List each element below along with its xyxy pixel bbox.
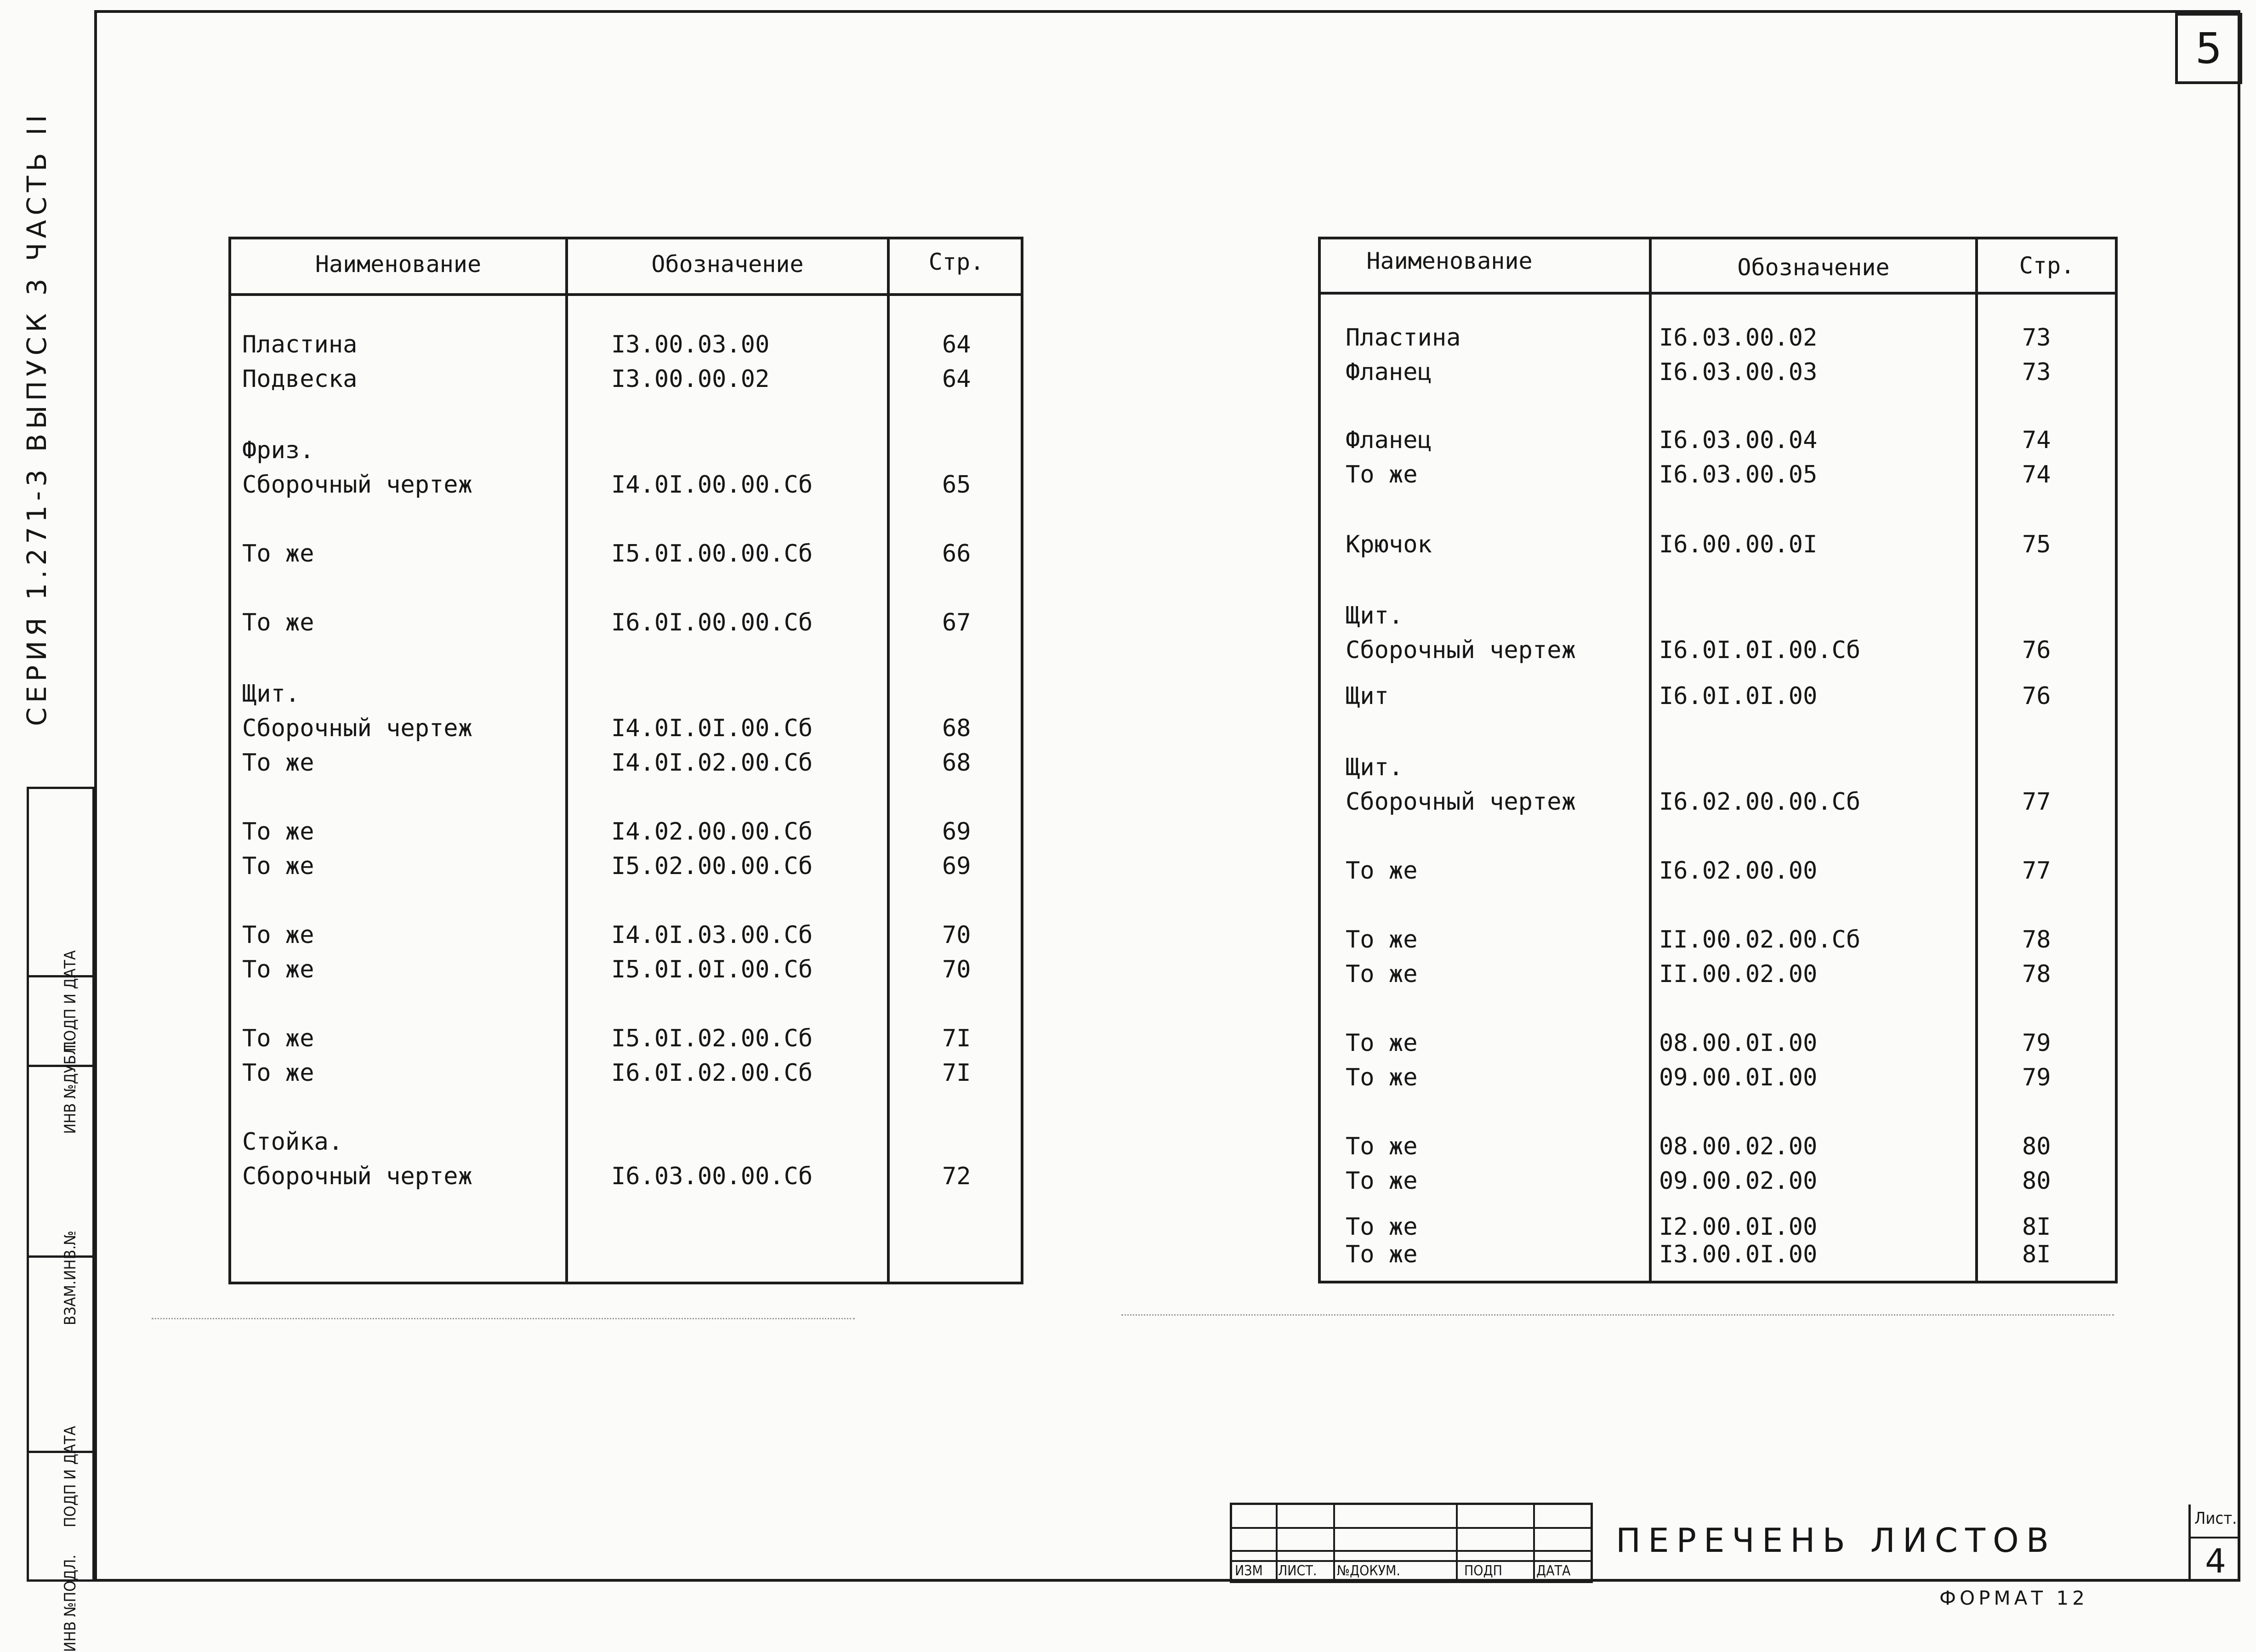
row-designation: I6.02.00.00: [1659, 857, 1818, 885]
header-designation: Обозначение: [1737, 254, 1890, 281]
row-page: 69: [942, 818, 971, 846]
row-name: Щит.: [1346, 754, 1404, 781]
stamp-label: ВЗАМ.ИНВ.№: [61, 1231, 80, 1326]
list-label: Лист.: [2194, 1509, 2237, 1528]
row-designation: II.00.02.00: [1659, 960, 1818, 988]
header-name: Наименование: [315, 251, 482, 278]
row-designation: I3.00.0I.00: [1659, 1241, 1818, 1268]
row-page: 7I: [942, 1025, 971, 1052]
row-page: 80: [2022, 1133, 2051, 1160]
row-page: 80: [2022, 1167, 2051, 1195]
row-name: Подвеска: [242, 365, 358, 393]
row-designation: I4.02.00.00.Сб: [611, 818, 813, 846]
doc-number-label: №ДОКУМ.: [1337, 1563, 1400, 1579]
row-name: То же: [242, 956, 314, 983]
row-name: Сборочный чертеж: [242, 715, 472, 742]
list-box: [2188, 1504, 2240, 1582]
row-page: 74: [2022, 426, 2051, 454]
rev-label: ИЗМ: [1235, 1563, 1263, 1579]
row-name: То же: [1346, 1167, 1418, 1195]
row-designation: 09.00.02.00: [1659, 1167, 1818, 1195]
row-name: То же: [1346, 926, 1418, 954]
row-designation: I4.0I.02.00.Сб: [611, 749, 813, 777]
row-name: То же: [1346, 960, 1418, 988]
row-name: Пластина: [1346, 324, 1461, 352]
stamp-cell: [29, 1453, 92, 1652]
row-page: 73: [2022, 324, 2051, 352]
row-name: То же: [242, 609, 314, 636]
row-page: 66: [942, 540, 971, 568]
row-page: 73: [2022, 358, 2051, 386]
header-page: Стр.: [2019, 252, 2075, 279]
row-page: 70: [942, 956, 971, 983]
row-page: 7I: [942, 1059, 971, 1087]
row-name: То же: [1346, 1213, 1418, 1241]
stamp-label: ИНВ №ПОДЛ.: [61, 1555, 80, 1652]
row-page: 65: [942, 471, 971, 499]
row-page: 70: [942, 921, 971, 949]
row-name: Сборочный чертеж: [242, 1163, 472, 1190]
row-name: Пластина: [242, 331, 358, 358]
row-designation: I6.03.00.02: [1659, 324, 1818, 352]
row-page: 77: [2022, 788, 2051, 816]
stamp-cell: [29, 1067, 92, 1326]
stamp-cell: [29, 789, 92, 1052]
stamp-cell: [29, 977, 92, 1134]
row-name: Крючок: [1346, 531, 1432, 558]
row-name: Щит.: [242, 680, 300, 708]
stamp-label: ИНВ №ДУБЛ.: [61, 1040, 80, 1134]
row-name: То же: [242, 921, 314, 949]
row-designation: 09.00.0I.00: [1659, 1064, 1818, 1091]
row-page: 64: [942, 331, 971, 358]
row-page: 8I: [2022, 1213, 2051, 1241]
row-name: То же: [242, 1025, 314, 1052]
row-designation: I6.03.00.03: [1659, 358, 1818, 386]
row-name: То же: [1346, 1029, 1418, 1057]
row-designation: I5.0I.0I.00.Сб: [611, 956, 813, 983]
row-name: То же: [1346, 1241, 1418, 1268]
row-name: То же: [1346, 1133, 1418, 1160]
row-designation: I6.03.00.04: [1659, 426, 1818, 454]
row-designation: I2.00.0I.00: [1659, 1213, 1818, 1241]
scan-dotted-line: [152, 1318, 855, 1319]
row-name: То же: [1346, 461, 1418, 488]
row-name: То же: [242, 1059, 314, 1087]
row-page: 78: [2022, 960, 2051, 988]
list-number: 4: [2191, 1537, 2240, 1582]
row-name: То же: [242, 852, 314, 880]
row-page: 68: [942, 749, 971, 777]
header-designation: Обозначение: [651, 251, 804, 278]
row-designation: II.00.02.00.Сб: [1659, 926, 1861, 954]
row-name: То же: [242, 749, 314, 777]
signature-label: ПОДП: [1464, 1563, 1502, 1579]
row-name: Щит: [1346, 682, 1389, 710]
row-name: Стойка.: [242, 1128, 343, 1156]
row-designation: I5.02.00.00.Сб: [611, 852, 813, 880]
row-designation: I4.0I.03.00.Сб: [611, 921, 813, 949]
row-name: Фланец: [1346, 358, 1432, 386]
row-page: 75: [2022, 531, 2051, 558]
row-designation: I6.03.00.05: [1659, 461, 1818, 488]
row-designation: I6.0I.0I.00: [1659, 682, 1818, 710]
row-page: 77: [2022, 857, 2051, 885]
stamp-cell: [29, 1258, 92, 1527]
row-page: 76: [2022, 682, 2051, 710]
row-name: Сборочный чертеж: [1346, 788, 1576, 816]
row-page: 68: [942, 715, 971, 742]
row-page: 74: [2022, 461, 2051, 488]
document-title: ПЕРЕЧЕНЬ ЛИСТОВ: [1616, 1521, 2057, 1560]
row-name: То же: [242, 540, 314, 568]
row-page: 78: [2022, 926, 2051, 954]
row-designation: I4.0I.0I.00.Сб: [611, 715, 813, 742]
date-label: ДАТА: [1536, 1563, 1571, 1579]
format-label: ФОРМАТ 12: [1939, 1587, 2088, 1609]
row-designation: I6.0I.00.00.Сб: [611, 609, 813, 636]
row-designation: I6.0I.02.00.Сб: [611, 1059, 813, 1087]
row-name: Сборочный чертеж: [1346, 636, 1576, 664]
header-page: Стр.: [928, 249, 984, 275]
stamp-label: ПОДП И ДАТА: [61, 1426, 80, 1527]
row-name: Фланец: [1346, 426, 1432, 454]
row-designation: 08.00.02.00: [1659, 1133, 1818, 1160]
row-page: 69: [942, 852, 971, 880]
row-designation: I5.0I.00.00.Сб: [611, 540, 813, 568]
row-name: То же: [1346, 1064, 1418, 1091]
stamp-label: ПОДП И ДАТА: [61, 950, 80, 1052]
row-name: То же: [1346, 857, 1418, 885]
title-block-grid: [1230, 1503, 1593, 1583]
scan-dotted-line: [1121, 1314, 2114, 1316]
row-name: Щит.: [1346, 602, 1404, 630]
row-designation: I3.00.00.02: [611, 365, 770, 393]
row-name: То же: [242, 818, 314, 846]
row-designation: I4.0I.00.00.Сб: [611, 471, 813, 499]
title-block: [1230, 1503, 2240, 1583]
row-page: 79: [2022, 1064, 2051, 1091]
row-page: 72: [942, 1163, 971, 1190]
row-designation: 08.00.0I.00: [1659, 1029, 1818, 1057]
row-name: Фриз.: [242, 437, 314, 464]
row-designation: I5.0I.02.00.Сб: [611, 1025, 813, 1052]
row-designation: I6.02.00.00.Сб: [1659, 788, 1861, 816]
header-name: Наименование: [1366, 248, 1533, 274]
row-designation: I6.0I.0I.00.Сб: [1659, 636, 1861, 664]
row-designation: I3.00.03.00: [611, 331, 770, 358]
row-page: 8I: [2022, 1241, 2051, 1268]
row-page: 76: [2022, 636, 2051, 664]
stamp-column: [27, 787, 95, 1652]
row-page: 79: [2022, 1029, 2051, 1057]
right-sheet-list-table: [1318, 237, 2118, 1283]
row-page: 67: [942, 609, 971, 636]
sheet-label: ЛИСТ.: [1278, 1563, 1317, 1579]
sheet-number: 5: [2175, 13, 2242, 84]
series-side-title: СЕРИЯ 1.271-3 ВЫПУСК 3 ЧАСТЬ II: [21, 110, 52, 726]
row-designation: I6.03.00.00.Сб: [611, 1163, 813, 1190]
row-page: 64: [942, 365, 971, 393]
row-name: Сборочный чертеж: [242, 471, 472, 499]
row-designation: I6.00.00.0I: [1659, 531, 1818, 558]
